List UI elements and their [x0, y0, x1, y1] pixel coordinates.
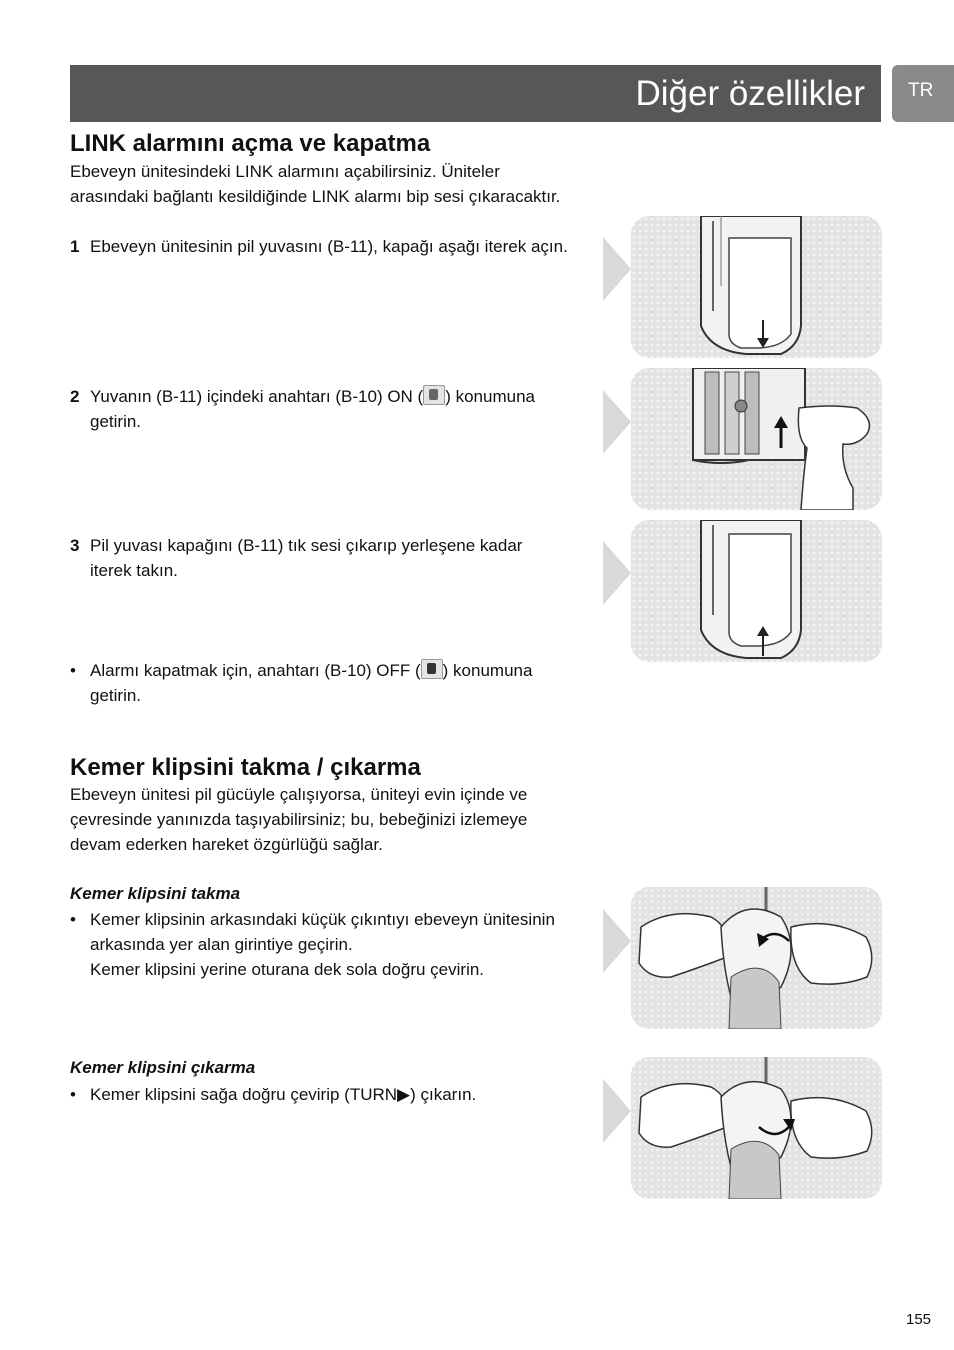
bullet-symbol: • [70, 661, 76, 680]
section-intro-line: devam ederken hareket özgürlüğü sağlar. [70, 835, 383, 854]
section-intro-line: Ebeveyn ünitesi pil gücüyle çalışıyorsa, üniteyi evin içinde ve [70, 785, 528, 804]
step-text: Pil yuvası kapağını (B-11) tık sesi çıkarıp yerleşene kadar [90, 536, 523, 555]
illustration-pointer [603, 541, 631, 605]
section-intro-line: arasındaki bağlantı kesildiğinde LINK alarmı bip sesi çıkaracaktır. [70, 187, 561, 206]
step-text: Ebeveyn ünitesinin pil yuvasını (B-11), kapağı aşağı iterek açın. [90, 237, 568, 256]
bullet-text: arkasında yer alan girintiye geçirin. [90, 935, 353, 954]
subheading-attach-clip: Kemer klipsini takma [70, 884, 241, 903]
section-heading-belt-clip: Kemer klipsini takma / çıkarma [70, 754, 421, 781]
step-2 [70, 384, 610, 434]
step-text: ) konumuna [445, 387, 535, 406]
page-number: 155 [906, 1311, 932, 1328]
step-text: iterek takın. [90, 561, 178, 580]
bullet-symbol: • [70, 1085, 76, 1104]
switch-on-icon [423, 385, 445, 405]
step-text: getirin. [90, 412, 142, 431]
bullet-text: Kemer klipsini yerine oturana dek sola doğru çevirin. [90, 960, 485, 979]
close-battery-cover-illustration [631, 520, 882, 662]
bullet-text: Kemer klipsini sağa doğru çevirip (TURN [90, 1085, 398, 1104]
remove-belt-clip-illustration [631, 1057, 882, 1199]
bullet-symbol: • [70, 910, 76, 929]
bullet-text: ) çıkarın. [410, 1085, 477, 1104]
illustration-pointer [603, 909, 631, 973]
illustration-pointer [603, 1079, 631, 1143]
step-3 [70, 533, 610, 583]
bullet-text: Kemer klipsinin arkasındaki küçük çıkıntıyı ebeveyn ünitesinin [90, 910, 555, 929]
bullet-remove-clip [70, 1082, 610, 1107]
step-1 [70, 234, 610, 259]
step-number: 2 [70, 387, 80, 406]
bullet-attach-clip [70, 907, 610, 982]
step-text: Yuvanın (B-11) içindeki anahtarı (B-10) ON ( [90, 387, 424, 406]
section-intro-line: çevresinde yanınızda taşıyabilirsiniz; bu, bebeğinizi izlemeye [70, 810, 528, 829]
section-intro-line: Ebeveyn ünitesindeki LINK alarmını açabilirsiniz. Üniteler [70, 162, 500, 181]
open-battery-cover-illustration [631, 216, 882, 358]
page-title: Diğer özellikler [635, 74, 865, 113]
illustration-pointer [603, 390, 631, 454]
bullet-text: getirin. [90, 686, 142, 705]
step-number: 1 [70, 237, 80, 256]
bullet-text: Alarmı kapatmak için, anahtarı (B-10) OFF ( [90, 661, 421, 680]
language-tab [892, 65, 954, 122]
subheading-remove-clip: Kemer klipsini çıkarma [70, 1058, 256, 1077]
switch-on-illustration [631, 368, 882, 510]
bullet-alarm-off [70, 658, 610, 708]
language-tab-label: TR [908, 80, 934, 101]
step-number: 3 [70, 536, 80, 555]
attach-belt-clip-illustration [631, 887, 882, 1029]
illustration-pointer [603, 237, 631, 301]
bullet-text: ) konumuna [442, 661, 533, 680]
turn-arrow-icon: ▶ [397, 1085, 411, 1104]
section-heading-link-alarm: LINK alarmını açma ve kapatma [70, 130, 431, 157]
header-bar [70, 65, 881, 122]
switch-off-icon [421, 659, 443, 679]
